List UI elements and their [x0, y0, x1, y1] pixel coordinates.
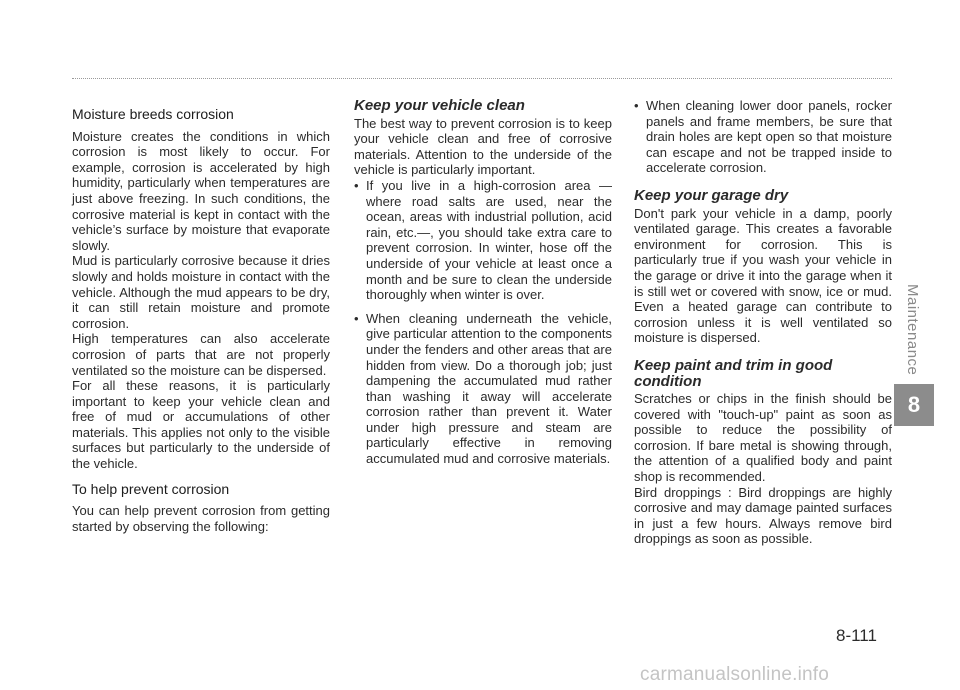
paragraph: Bird droppings : Bird droppings are highly corrosive and may damage painted surfaces in just a few hours. Always remove bird droppings as soon as possible. — [634, 484, 892, 547]
bullet-text: If you live in a high-corrosion area — where road salts are used, near the ocean, areas with industrial pollution, acid rain, etc.—, you should take extra care to prevent corrosion. In winter, hose off the underside of your vehicle at least once a month and be sure to clean the underside thoroughly when winter is over. — [366, 177, 612, 303]
bullet-item — [354, 178, 612, 303]
bullet-text: When cleaning underneath the vehicle, give particular attention to the components under the fenders and other areas that are hidden from view. Do a thorough job; just dampening the accumulated mud rather than washing it away will accelerate corrosion rather than prevent it. Water under high pressure and steam are particularly effective in removing accumulated mud and corrosive materials. — [366, 310, 612, 467]
paragraph: Don't park your vehicle in a damp, poorly ventilated garage. This creates a favorable environment for corrosion. This is particularly true if you wash your vehicle in the garage or drive it into the garage when it is still wet or covered with snow, ice or mud. Even a heated garage can contribute to corrosion unless it is well ventilated so moisture is dispersed. — [634, 205, 892, 346]
section-heading-moisture: Moisture breeds corrosion — [72, 106, 234, 122]
paragraph: Moisture creates the conditions in which corrosion is most likely to occur. For example, corrosion is accelerated by high humidity, particularly when temperatures are just above freezing. In such conditions, the corrosive material is kept in contact with the vehicle’s surface by moisture that evaporate slowly. — [72, 128, 330, 253]
bullet-icon: • — [354, 177, 359, 193]
bullet-icon: • — [354, 310, 359, 326]
subheading-keep-clean: Keep your vehicle clean — [354, 97, 525, 114]
column-2 — [354, 98, 612, 467]
paragraph: For all these reasons, it is particularly important to keep your vehicle clean and free of mud or accumulations of other materials. This applies not only to the visible surfaces but particularly to the underside of the vehicle. — [72, 378, 330, 472]
subheading-paint-trim: Keep paint and trim in good condition — [634, 356, 833, 390]
paragraph: Mud is particularly corrosive because it dries slowly and holds moisture in contact with the vehicle. Although the mud appears to be dry, it can still retain moisture and promote corrosion. — [72, 253, 330, 331]
header-rule — [72, 78, 892, 79]
column-3 — [634, 98, 892, 547]
page-number: 8-111 — [836, 626, 877, 645]
subheading-garage-dry: Keep your garage dry — [634, 186, 789, 204]
chapter-tab: 8 — [894, 384, 934, 426]
bullet-icon: • — [634, 98, 639, 113]
bullet-item — [634, 98, 892, 176]
paragraph: The best way to prevent corrosion is to keep your vehicle clean and free of corrosive materials. Attention to the underside of the vehicle is particularly important. — [354, 115, 612, 178]
bullet-item — [354, 311, 612, 467]
paragraph: Scratches or chips in the finish should be covered with "touch-up" paint as soon as possible to reduce the possibility of corrosion. If bare metal is showing through, the attention of a qualified body and paint shop is recommended. — [634, 391, 892, 485]
watermark: carmanualsonline.info — [640, 664, 830, 685]
paragraph: You can help prevent corrosion from getting started by observing the following: — [72, 503, 330, 534]
paragraph: High temperatures can also accelerate corrosion of parts that are not properly ventilated so the moisture can be dispersed. — [72, 331, 330, 378]
column-1 — [72, 98, 330, 534]
section-heading-prevent: To help prevent corrosion — [72, 480, 230, 497]
section-side-label: Maintenance — [904, 284, 921, 376]
bullet-text: When cleaning lower door panels, rocker panels and frame members, be sure that drain holes are kept open so that moisture can escape and not be trapped inside to accelerate corrosion. — [646, 98, 892, 176]
